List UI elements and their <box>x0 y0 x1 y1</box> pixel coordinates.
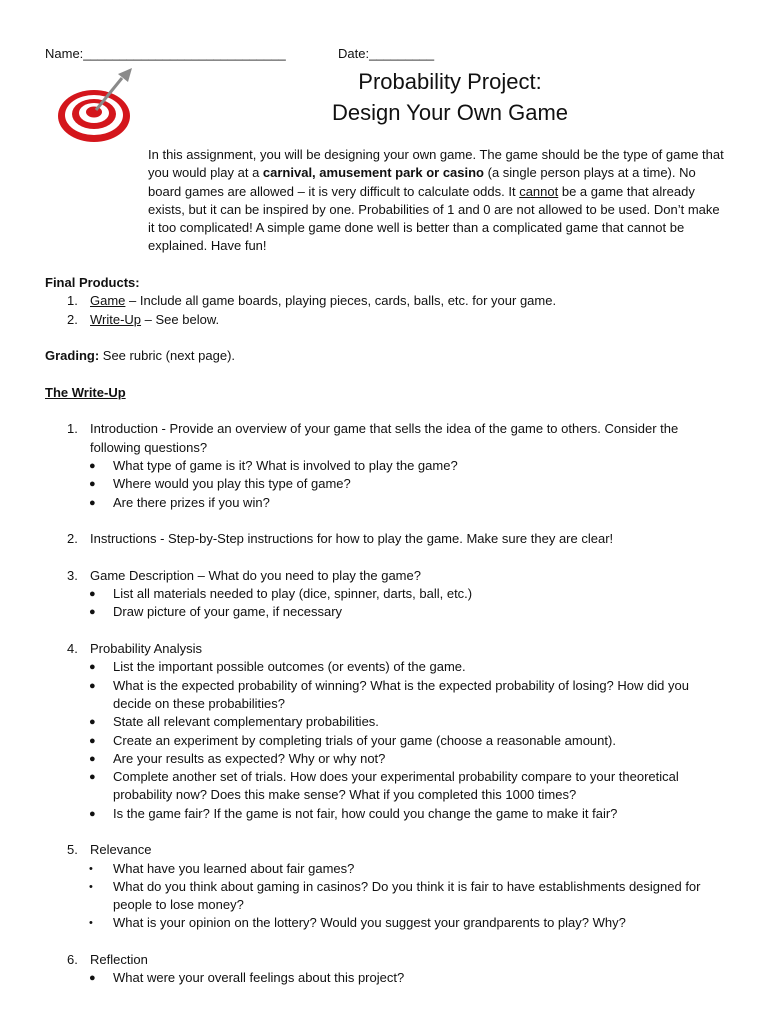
list-item: ● Where would you play this type of game? <box>89 476 351 492</box>
list-item: ● State all relevant complementary probabilities. <box>89 714 379 730</box>
writeup-section-instructions <box>45 530 725 548</box>
list-item: ● Are there prizes if you win? <box>89 494 270 510</box>
section-text: Game Description – What do you need to play the game? <box>90 567 421 583</box>
section-text: Reflection <box>90 952 148 968</box>
item-key: Game <box>90 293 126 309</box>
bullet-text: What were your overall feelings about this project? <box>113 970 405 986</box>
bullet-text: Create an experiment by completing trials of your game (choose a reasonable amount). <box>113 732 616 748</box>
page-title-line1: Probability Project: <box>358 69 542 94</box>
section-text: Probability Analysis <box>90 641 202 657</box>
section-heading <box>45 951 725 969</box>
list-item: ● List the important possible outcomes (or events) of the game. <box>89 659 466 675</box>
section-heading <box>45 640 725 658</box>
final-products-list <box>45 292 725 329</box>
writeup-section-introduction <box>45 420 725 511</box>
intro-text: (a single person plays at a time). No board games are allowed – it is very difficult to calculate odds. It <box>148 165 696 199</box>
writeup-section-probability-analysis <box>45 640 725 823</box>
list-item <box>45 292 725 310</box>
item-text: – See below. <box>141 311 220 327</box>
bullet-text: What is the expected probability of winning? What is the expected probability of losing? How did you decide on these probabilities? <box>113 677 689 711</box>
header-line <box>45 46 435 61</box>
writeup-section-relevance <box>45 841 725 932</box>
section-text: Relevance <box>90 842 152 858</box>
section-heading <box>45 567 725 585</box>
list-item: ● What is the expected probability of winning? What is the expected probability of losing? How did you decide on these probabilities? <box>89 677 689 711</box>
bullet-text: What is your opinion on the lottery? Would you suggest your grandparents to play? Why? <box>113 915 626 931</box>
section-heading <box>45 530 725 548</box>
section-text: Introduction - Provide an overview of your game that sells the idea of the game to others. Consider the following questions? <box>90 421 679 455</box>
grading-text: See rubric (next page). <box>99 348 236 364</box>
list-item: ● What type of game is it? What is involved to play the game? <box>89 458 458 474</box>
section-number: 6. <box>67 952 78 968</box>
bullet-text: List the important possible outcomes (or events) of the game. <box>113 659 466 675</box>
list-item: ● Create an experiment by completing trials of your game (choose a reasonable amount). <box>89 732 616 748</box>
section-number: 4. <box>67 641 78 657</box>
grading-label: Grading: <box>45 348 100 364</box>
writeup-section-game-description <box>45 567 725 622</box>
list-item: ● Are your results as expected? Why or why not? <box>89 750 386 766</box>
bullet-text: State all relevant complementary probabilities. <box>113 714 379 730</box>
name-field-label: Name:____________________________ <box>45 46 286 61</box>
section-number: 3. <box>67 567 78 583</box>
section-heading <box>45 841 725 859</box>
bullet-text: What have you learned about fair games? <box>113 860 355 876</box>
bullet-text: What do you think about gaming in casinos? Do you think it is fair to have establishments designed for people to lose money? <box>113 878 701 913</box>
section-number: 2. <box>67 531 78 547</box>
section-heading <box>45 420 725 457</box>
section-number: 1. <box>67 421 78 437</box>
bullet-text: Complete another set of trials. How does your experimental probability compare to your theoretical probability now? Does this make sense? What if you completed this 1000 times? <box>113 769 679 803</box>
document-body <box>45 146 725 988</box>
intro-paragraph <box>45 146 725 256</box>
bullet-text: Where would you play this type of game? <box>113 476 351 492</box>
list-item: ● What were your overall feelings about this project? <box>89 970 405 986</box>
item-number: 2. <box>67 311 78 327</box>
list-item: ● Is the game fair? If the game is not fair, how could you change the game to make it fair? <box>89 805 618 821</box>
dartboard-target-icon <box>56 66 142 144</box>
date-field-label: Date:_________ <box>338 46 435 61</box>
list-item: ● Complete another set of trials. How does your experimental probability compare to your theoretical probability now? Does this make sense? What if you completed this 1000 times? <box>89 769 679 803</box>
list-item: ● List all materials needed to play (dice, spinner, darts, ball, etc.) <box>89 586 473 602</box>
list-item: • What do you think about gaming in casinos? Do you think it is fair to have establishments designed for people to lose money? <box>89 878 701 913</box>
bullet-text: List all materials needed to play (dice, spinner, darts, ball, etc.) <box>113 586 473 602</box>
writeup-section-reflection <box>45 951 725 988</box>
section-text: Instructions - Step-by-Step instructions for how to play the game. Make sure they are clear! <box>90 531 614 547</box>
list-item <box>45 311 725 329</box>
page-title-line2: Design Your Own Game <box>331 100 569 125</box>
intro-emphasis: cannot <box>519 183 559 199</box>
writeup-heading: The Write-Up <box>45 384 126 400</box>
intro-text: be a game that already exists, but it can be inspired by one. Probabilities of 1 and 0 are not allowed to be used. Don’t make it too complicated! A simple game done well is better than a complicated game that cannot be explained. Have fun! <box>148 183 720 254</box>
grading-line <box>45 347 725 365</box>
list-item: • What is your opinion on the lottery? Would you suggest your grandparents to play? Why? <box>89 915 626 931</box>
item-key: Write-Up <box>90 311 142 327</box>
intro-text: In this assignment, you will be designing your own game. The game should be the type of game that you would play at a <box>148 147 724 181</box>
bullet-text: Are there prizes if you win? <box>113 494 270 510</box>
bullet-text: Are your results as expected? Why or why not? <box>113 750 386 766</box>
bullet-text: What type of game is it? What is involved to play the game? <box>113 458 458 474</box>
intro-venues: carnival, amusement park or casino <box>262 165 485 181</box>
list-item: • What have you learned about fair games? <box>89 860 355 876</box>
list-item: ● Draw picture of your game, if necessary <box>89 604 343 620</box>
bullet-text: Draw picture of your game, if necessary <box>113 604 343 620</box>
bullet-text: Is the game fair? If the game is not fair, how could you change the game to make it fair? <box>113 805 618 821</box>
section-number: 5. <box>67 842 78 858</box>
item-number: 1. <box>67 293 78 309</box>
final-products-heading: Final Products: <box>45 275 140 291</box>
item-text: – Include all game boards, playing pieces, cards, balls, etc. for your game. <box>125 293 557 309</box>
